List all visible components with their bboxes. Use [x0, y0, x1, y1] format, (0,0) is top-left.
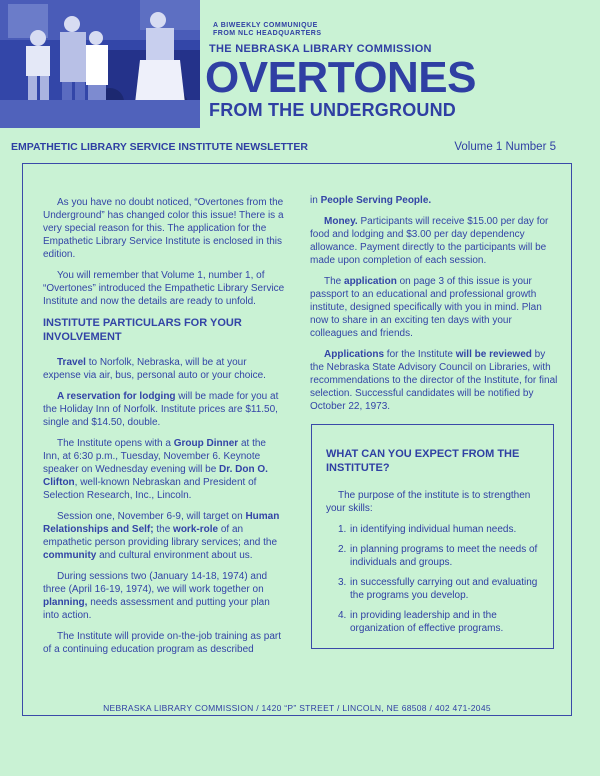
expectations-heading: WHAT CAN YOU EXPECT FROM THE INSTITUTE?: [326, 448, 520, 474]
review-text-a: for the Institute: [384, 349, 456, 360]
session-text-b: the: [153, 524, 174, 535]
money-text: Participants will receive $15.00 per day for food and lodging and $3.00 per day dependency allowance. Payment directly to the participants will be made upon completion of each session.: [310, 216, 549, 266]
session-topic-2: work-role: [173, 524, 219, 535]
money-label: Money.: [324, 216, 358, 227]
program-name: People Serving People.: [320, 195, 432, 206]
volume-reference-paragraph: You will remember that Volume 1, number 1, of “Overtones” introduced the Empathetic Library Service Institute and now the details are ready to unfold.: [43, 270, 285, 307]
lodging-label: A reservation for lodging: [57, 391, 176, 402]
money-paragraph: [310, 215, 558, 267]
list-text: in providing leadership and in the organization of effective programs.: [350, 610, 504, 634]
expectations-intro: The purpose of the institute is to strengthen your skills:: [326, 490, 531, 514]
sessions-text-b: needs assessment and putting your plan into action.: [43, 597, 270, 621]
application-text-b: on page 3 of this issue is your passport to an educational and professional growth institute, designed specifically with you in mind. Plan now to share in an exciting ten days with your colleagues and friends.: [310, 276, 542, 339]
masthead-title: OVERTONES: [205, 53, 476, 102]
list-number: 3.: [338, 577, 347, 588]
list-item: [338, 576, 538, 602]
dinner-text-c: , well-known Nebraskan and President of Selection Research, Inc., Lincoln.: [43, 477, 257, 501]
list-text: in identifying individual human needs.: [350, 524, 517, 535]
sessions-two-three-paragraph: [43, 570, 285, 622]
lodging-text: will be made for you at the Holiday Inn of Norfolk. Institute prices are $11.50, single and $14.50, double.: [43, 391, 279, 428]
tagline-line-2: FROM NLC HEADQUARTERS: [213, 30, 322, 37]
newsletter-name: EMPATHETIC LIBRARY SERVICE INSTITUTE NEWSLETTER: [11, 141, 308, 153]
review-paragraph: [310, 348, 558, 413]
masthead-subtitle: FROM THE UNDERGROUND: [209, 100, 456, 120]
application-text-a: The: [324, 276, 345, 287]
expectations-box: [311, 424, 554, 649]
masthead-tagline: [213, 22, 322, 38]
session-one-paragraph: [43, 510, 285, 562]
review-label: will be reviewed: [455, 349, 532, 360]
list-item: [338, 543, 538, 569]
review-text-b: by the Nebraska State Advisory Council on Libraries, with recommendations to the director of the Institute, for final selection. Successful candidates will be notified by October 22, 1973.: [310, 349, 558, 412]
continuation-paragraph: [310, 194, 558, 207]
list-text: in planning programs to meet the needs of individuals and groups.: [350, 544, 538, 568]
masthead-organization: THE NEBRASKA LIBRARY COMMISSION: [209, 43, 432, 55]
session-topic-1: Human Relationships and Self;: [43, 511, 280, 535]
list-item: [338, 609, 538, 635]
planning-label: planning,: [43, 597, 88, 608]
right-column: [310, 194, 558, 421]
application-label: application: [344, 276, 397, 287]
masthead-photo: [0, 0, 200, 128]
travel-text: to Norfolk, Nebraska, will be at your expense via air, bus, personal auto or your choice.: [43, 357, 266, 381]
footer-address: NEBRASKA LIBRARY COMMISSION / 1420 “P” STREET / LINCOLN, NE 68508 / 402 471-2045: [103, 703, 491, 713]
dinner-label: Group Dinner: [173, 438, 239, 449]
session-text-d: and cultural environment about us.: [96, 550, 253, 561]
session-text-a: Session one, November 6-9, will target on: [57, 511, 246, 522]
sessions-text-a: During sessions two (January 14-18, 1974) and three (April 16-19, 1974), we will work together on: [43, 571, 268, 595]
dinner-text-b: at the Inn, at 6:30 p.m., Tuesday, November 6. Keynote speaker on Wednesday evening will be: [43, 438, 266, 475]
left-column: [43, 196, 285, 664]
travel-paragraph: [43, 356, 285, 382]
training-paragraph: The Institute will provide on-the-job training as part of a continuing education program as described: [43, 631, 282, 655]
travel-label: Travel: [57, 357, 86, 368]
list-item: [338, 523, 538, 536]
expectations-content: [326, 447, 538, 642]
volume-number: Volume 1 Number 5: [454, 141, 556, 153]
session-text-c: of an empathetic person providing library services; and the: [43, 524, 278, 548]
application-paragraph: [310, 275, 558, 340]
dinner-paragraph: [43, 437, 285, 502]
session-topic-3: community: [43, 550, 97, 561]
list-text: in successfully carrying out and evaluating the programs you develop.: [350, 577, 538, 601]
applications-label: Applications: [324, 349, 385, 360]
lodging-paragraph: [43, 390, 285, 429]
list-number: 1.: [338, 524, 347, 535]
list-number: 2.: [338, 544, 347, 555]
expectations-list: [326, 523, 538, 635]
dinner-text-a: The Institute opens with a: [57, 438, 174, 449]
tagline-line-1: A BIWEEKLY COMMUNIQUE: [213, 22, 318, 29]
intro-paragraph: As you have no doubt noticed, “Overtones from the Underground” has changed color this issue! There is a very special reason for this. The application for the Empathetic Library Service Institute is enclosed in this edition.: [43, 197, 284, 260]
speaker-name: Dr. Don O. Clifton: [43, 464, 268, 488]
list-number: 4.: [338, 610, 347, 621]
section-heading: INSTITUTE PARTICULARS FOR YOUR INVOLVEMENT: [43, 317, 242, 343]
continuation-text: in: [310, 195, 321, 206]
